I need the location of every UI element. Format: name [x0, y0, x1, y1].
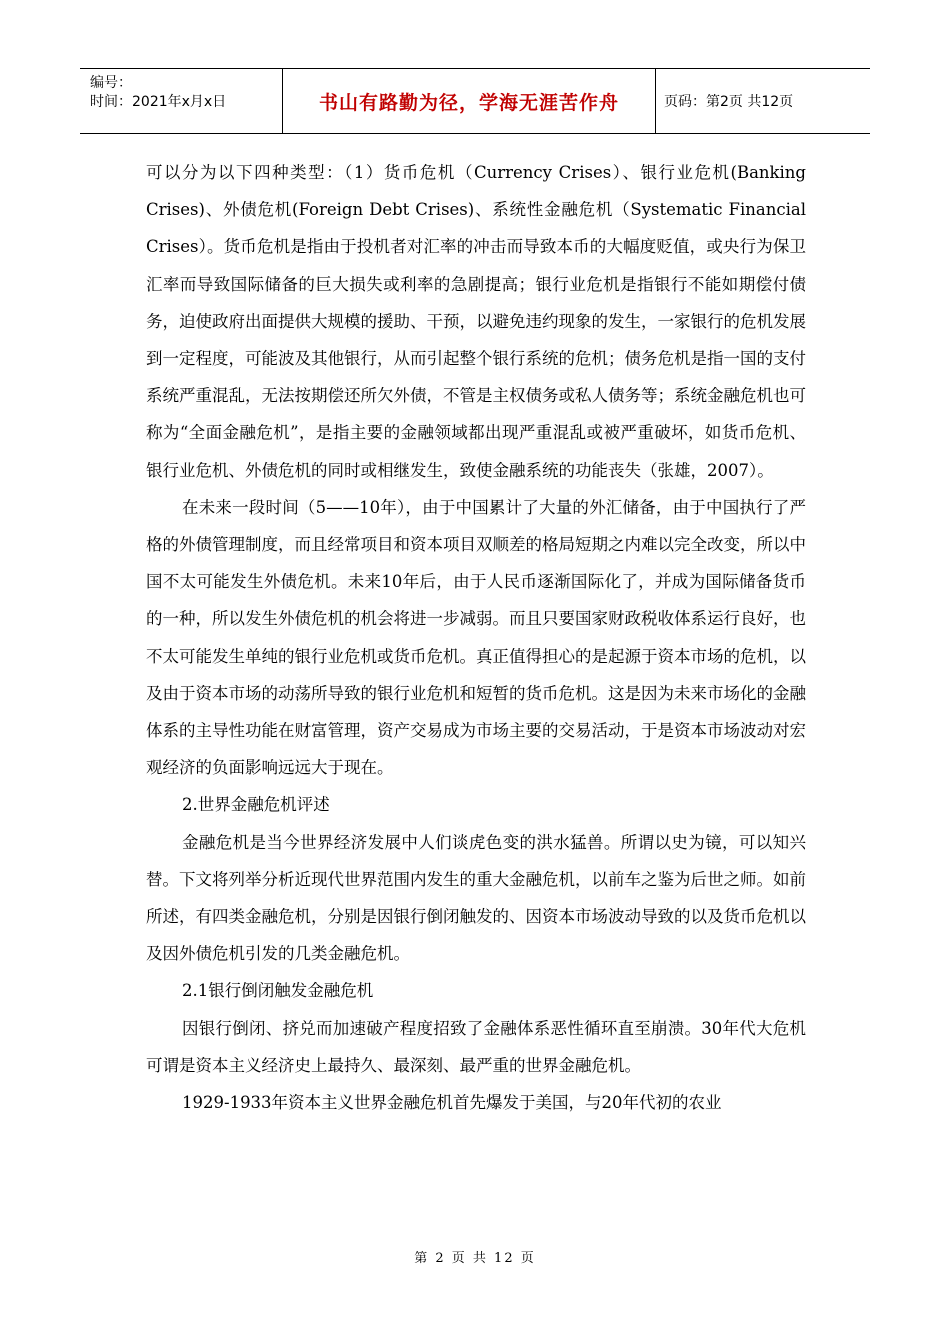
section-heading-world-crisis: 2.世界金融危机评述	[182, 795, 330, 815]
page-footer: 第 2 页 共 12 页	[414, 1251, 536, 1266]
page-header	[80, 68, 870, 134]
header-meta	[80, 69, 282, 133]
paragraph-china-outlook: 在未来一段时间（5——10年），由于中国累计了大量的外汇储备，由于中国执行了严格的外债管理制度，而且经常项目和资本项目双顺差的格局短期之内难以完全改变，所以中国不太可能发生外债危机。未来10年后，由于人民币逐渐国际化了，并成为国际储备货币的一种，所以发生外债危机的机会将进一步减弱。而且只要国家财政税收体系运行良好，也不太可能发生单纯的银行业危机或货币危机。真正值得担心的是起源于资本市场的危机，以及由于资本市场的动荡所导致的银行业危机和短暂的货币危机。这是因为未来市场化的金融体系的主导性功能在财富管理，资产交易成为市场主要的交易活动，于是资本市场波动对宏观经济的负面影响远远大于现在。	[146, 497, 806, 778]
number-label: 编号：	[90, 75, 132, 91]
header-motto: 书山有路勤为径，学海无涯苦作舟	[282, 69, 656, 133]
paragraph-world-crisis-intro: 金融危机是当今世界经济发展中人们谈虎色变的洪水猛兽。所谓以史为镜，可以知兴替。下文将列举分析近现代世界范围内发生的重大金融危机，以前车之鉴为后世之师。如前所述，有四类金融危机，分别是因银行倒闭触发的、因资本市场波动导致的以及货币危机以及因外债危机引发的几类金融危机。	[146, 832, 806, 964]
header-page-code: 页码：第2页 共12页	[664, 94, 794, 110]
document-body	[146, 154, 806, 1121]
paragraph-bank-failure: 因银行倒闭、挤兑而加速破产程度招致了金融体系恶性循环直至崩溃。30年代大危机可谓是资本主义经济史上最持久、最深刻、最严重的世界金融危机。	[146, 1018, 806, 1075]
paragraph-1929-crisis: 1929-1933年资本主义世界金融危机首先爆发于美国，与20年代初的农业	[182, 1093, 722, 1113]
subsection-heading-bank-failure: 2.1银行倒闭触发金融危机	[182, 981, 374, 1001]
paragraph-crisis-types: 可以分为以下四种类型：（1）货币危机（Currency Crises）、银行业危机(Banking Crises)、外债危机(Foreign Debt Crises)、系统性金融危机（Systematic Financial Crises）。货币危机是指由于投机者对汇率的冲击而导致本币的大幅度贬值，或央行为保卫汇率而导致国际储备的巨大损失或利率的急剧提高；银行业危机是指银行不能如期偿付债务，迫使政府出面提供大规模的援助、干预，以避免违约现象的发生，一家银行的危机发展到一定程度，可能波及其他银行，从而引起整个银行系统的危机；债务危机是指一国的支付系统严重混乱，无法按期偿还所欠外债，不管是主权债务或私人债务等；系统金融危机也可称为“全面金融危机”，是指主要的金融领域都出现严重混乱或被严重破坏，如货币危机、银行业危机、外债危机的同时或相继发生，致使金融系统的功能丧失（张雄，2007）。	[146, 163, 806, 480]
time-label: 时间：2021年x月x日	[90, 94, 227, 110]
